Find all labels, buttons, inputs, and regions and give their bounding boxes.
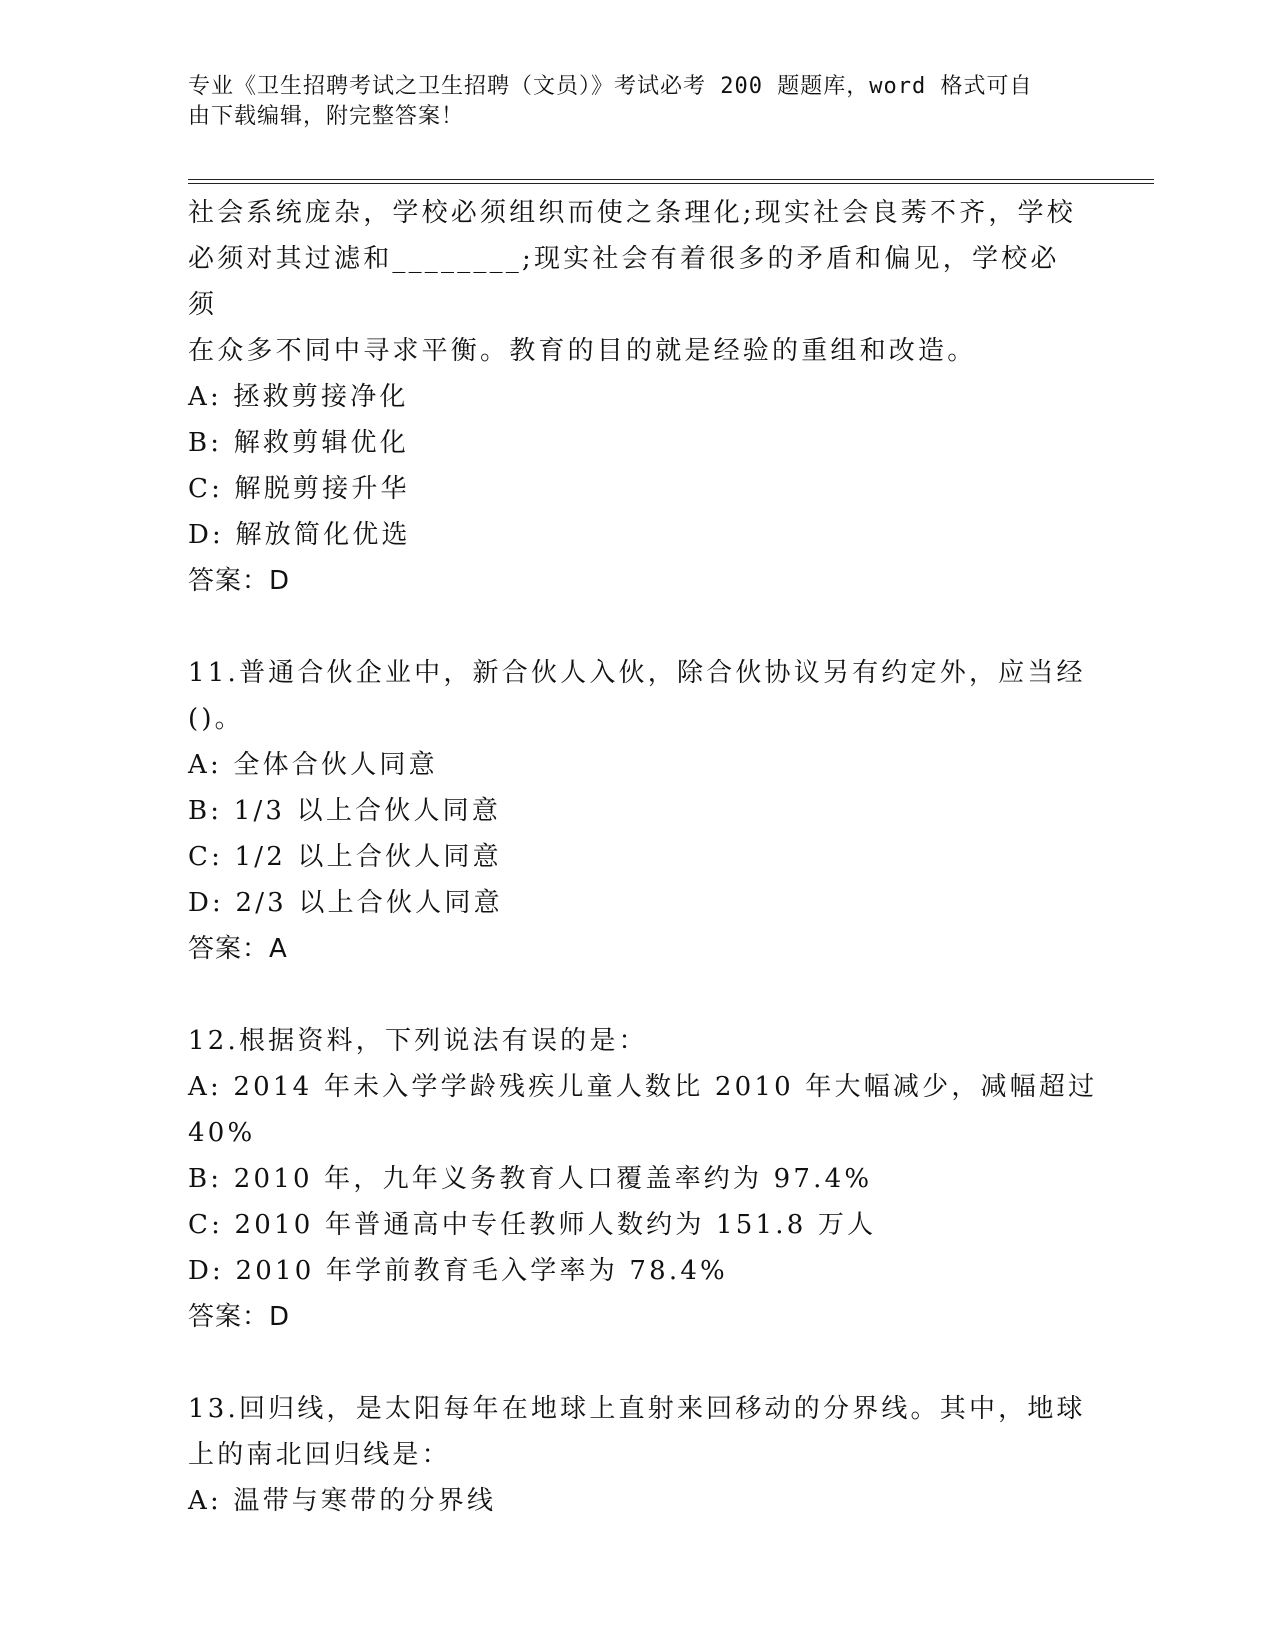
document-body [188, 190, 1098, 1524]
question-text-line: 上的南北回归线是： [188, 1440, 451, 1470]
question-text-line: ()。 [188, 704, 244, 734]
option-d: D: 2/3 以上合伙人同意 [188, 888, 503, 918]
question-text-line: 13.回归线，是太阳每年在地球上直射来回移动的分界线。其中，地球 [188, 1394, 1086, 1424]
option-c: C: 解脱剪接升华 [188, 474, 410, 504]
question-text-line: 在众多不同中寻求平衡。教育的目的就是经验的重组和改造。 [188, 336, 977, 366]
header-divider-top [188, 179, 1154, 180]
question-11 [188, 650, 1088, 972]
answer-line: 答案：D [188, 1302, 291, 1332]
option-a: A: 温带与寒带的分界线 [188, 1486, 497, 1516]
option-b: B: 1/3 以上合伙人同意 [188, 796, 502, 826]
option-b: B: 解救剪辑优化 [188, 428, 409, 458]
question-text-line: 社会系统庞杂，学校必须组织而使之条理化;现实社会良莠不齐，学校 [188, 198, 1076, 228]
answer-line: 答案：D [188, 566, 291, 596]
option-a: A: 全体合伙人同意 [188, 750, 438, 780]
option-d: D: 解放简化优选 [188, 520, 411, 550]
question-text-line: 必须对其过滤和________;现实社会有着很多的矛盾和偏见，学校必须 [188, 244, 1060, 320]
answer-line: 答案：A [188, 934, 288, 964]
spacer [188, 604, 1088, 650]
option-a: A: 2014 年未入学学龄残疾儿童人数比 2010 年大幅减少，减幅超过 [188, 1072, 1098, 1102]
question-12 [188, 1018, 1098, 1340]
spacer [188, 1340, 1088, 1386]
option-c: C: 2010 年普通高中专任教师人数约为 151.8 万人 [188, 1210, 877, 1240]
header-line-1: 专业《卫生招聘考试之卫生招聘（文员）》考试必考 200 题题库，word 格式可自 [188, 74, 1033, 99]
header-divider-bottom [188, 183, 1154, 184]
option-c: C: 1/2 以上合伙人同意 [188, 842, 502, 872]
option-a: A: 拯救剪接净化 [188, 382, 409, 412]
option-d: D: 2010 年学前教育毛入学率为 78.4% [188, 1256, 728, 1286]
question-13 [188, 1386, 1088, 1524]
question-text-line: 11.普通合伙企业中，新合伙人入伙，除合伙协议另有约定外，应当经 [188, 658, 1086, 688]
spacer [188, 972, 1088, 1018]
question-text-line: 12.根据资料，下列说法有误的是： [188, 1026, 648, 1056]
document-header [188, 72, 1068, 132]
question-continued [188, 190, 1088, 604]
option-a-continued: 40% [188, 1118, 256, 1148]
header-line-2: 由下载编辑，附完整答案！ [188, 104, 465, 129]
option-b: B: 2010 年，九年义务教育人口覆盖率约为 97.4% [188, 1164, 873, 1194]
